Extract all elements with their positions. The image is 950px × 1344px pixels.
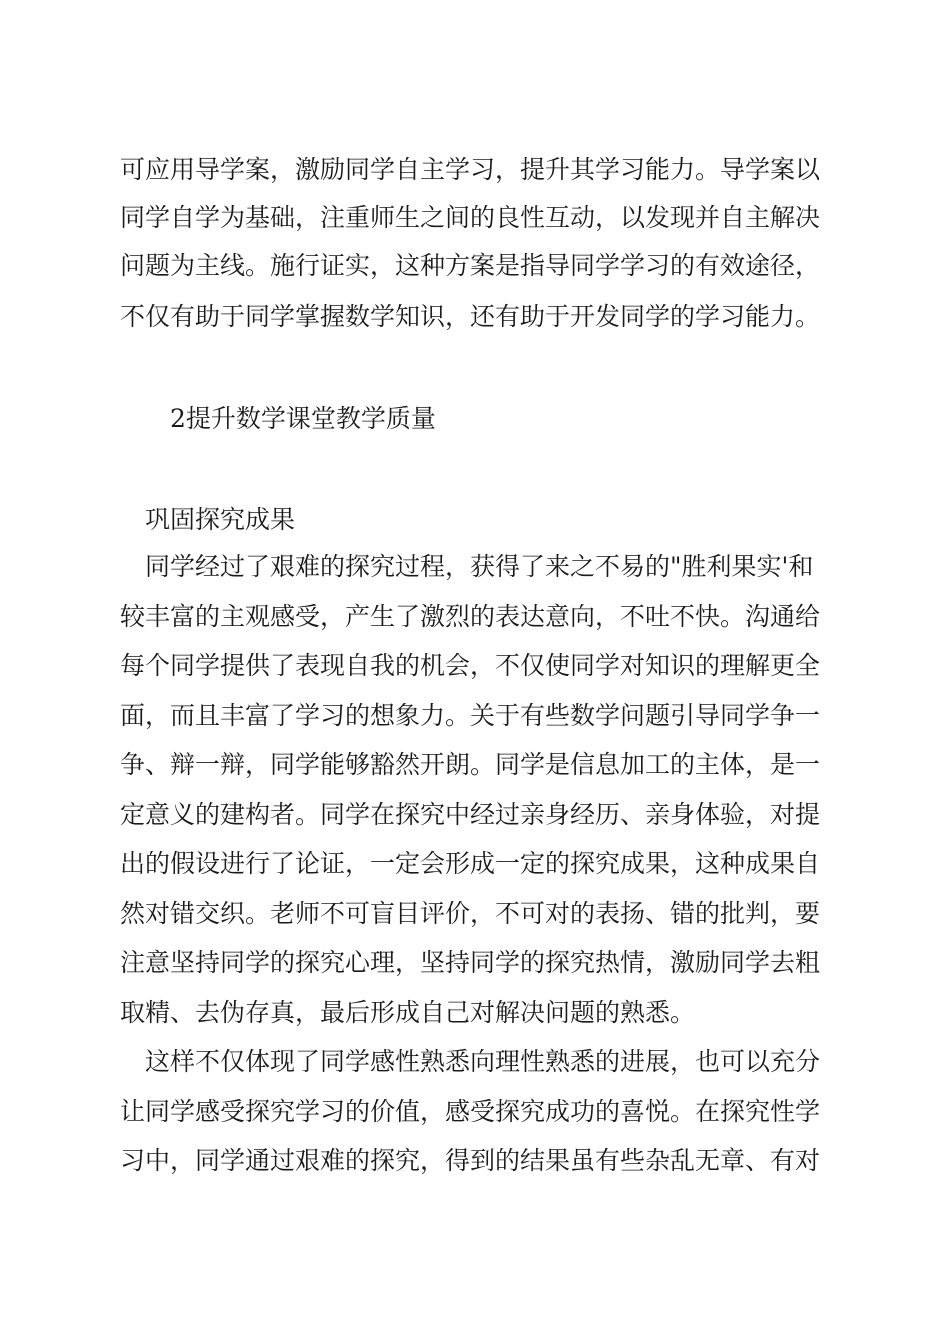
paragraph-line: 让同学感受探究学习的价值，感受探究成功的喜悦。在探究性学 [120,1097,821,1126]
paragraph-line: 同学经过了艰难的探究过程，获得了来之不易的"胜利果实'和 [145,552,814,581]
paragraph-line: 每个同学提供了表现自我的机会，不仅使同学对知识的理解更全 [120,651,821,680]
paragraph-line: 然对错交织。老师不可盲目评价，不可对的表扬、错的批判，要 [120,899,821,928]
section-heading: 2提升数学课堂教学质量 [170,404,436,433]
paragraph-line: 习中，同学通过艰难的探究，得到的结果虽有些杂乱无章、有对 [120,1146,821,1175]
paragraph-line: 问题为主线。施行证实，这种方案是指导同学学习的有效途径， [120,251,821,280]
paragraph-line: 注意坚持同学的探究心理，坚持同学的探究热情，激励同学去粗 [120,948,821,977]
subheading: 巩固探究成果 [145,505,296,534]
paragraph-line: 定意义的建构者。同学在探究中经过亲身经历、亲身体验，对提 [120,800,821,829]
paragraph-line: 可应用导学案，激励同学自主学习，提升其学习能力。导学案以 [120,155,821,184]
paragraph-line: 不仅有助于同学掌握数学知识，还有助于开发同学的学习能力。 [120,302,821,331]
paragraph-line: 取精、去伪存真，最后形成自己对解决问题的熟悉。 [120,998,696,1027]
paragraph-line: 这样不仅体现了同学感性熟悉向理性熟悉的进展，也可以充分 [145,1047,821,1076]
paragraph-line: 面，而且丰富了学习的想象力。关于有些数学问题引导同学争一 [120,701,821,730]
paragraph-line: 出的假设进行了论证，一定会形成一定的探究成果，这种成果自 [120,849,821,878]
paragraph-line: 同学自学为基础，注重师生之间的良性互动，以发现并自主解决 [120,203,821,232]
paragraph-line: 争、辩一辩，同学能够豁然开朗。同学是信息加工的主体，是一 [120,750,821,779]
paragraph-line: 较丰富的主观感受，产生了激烈的表达意向，不吐不快。沟通给 [120,602,821,631]
